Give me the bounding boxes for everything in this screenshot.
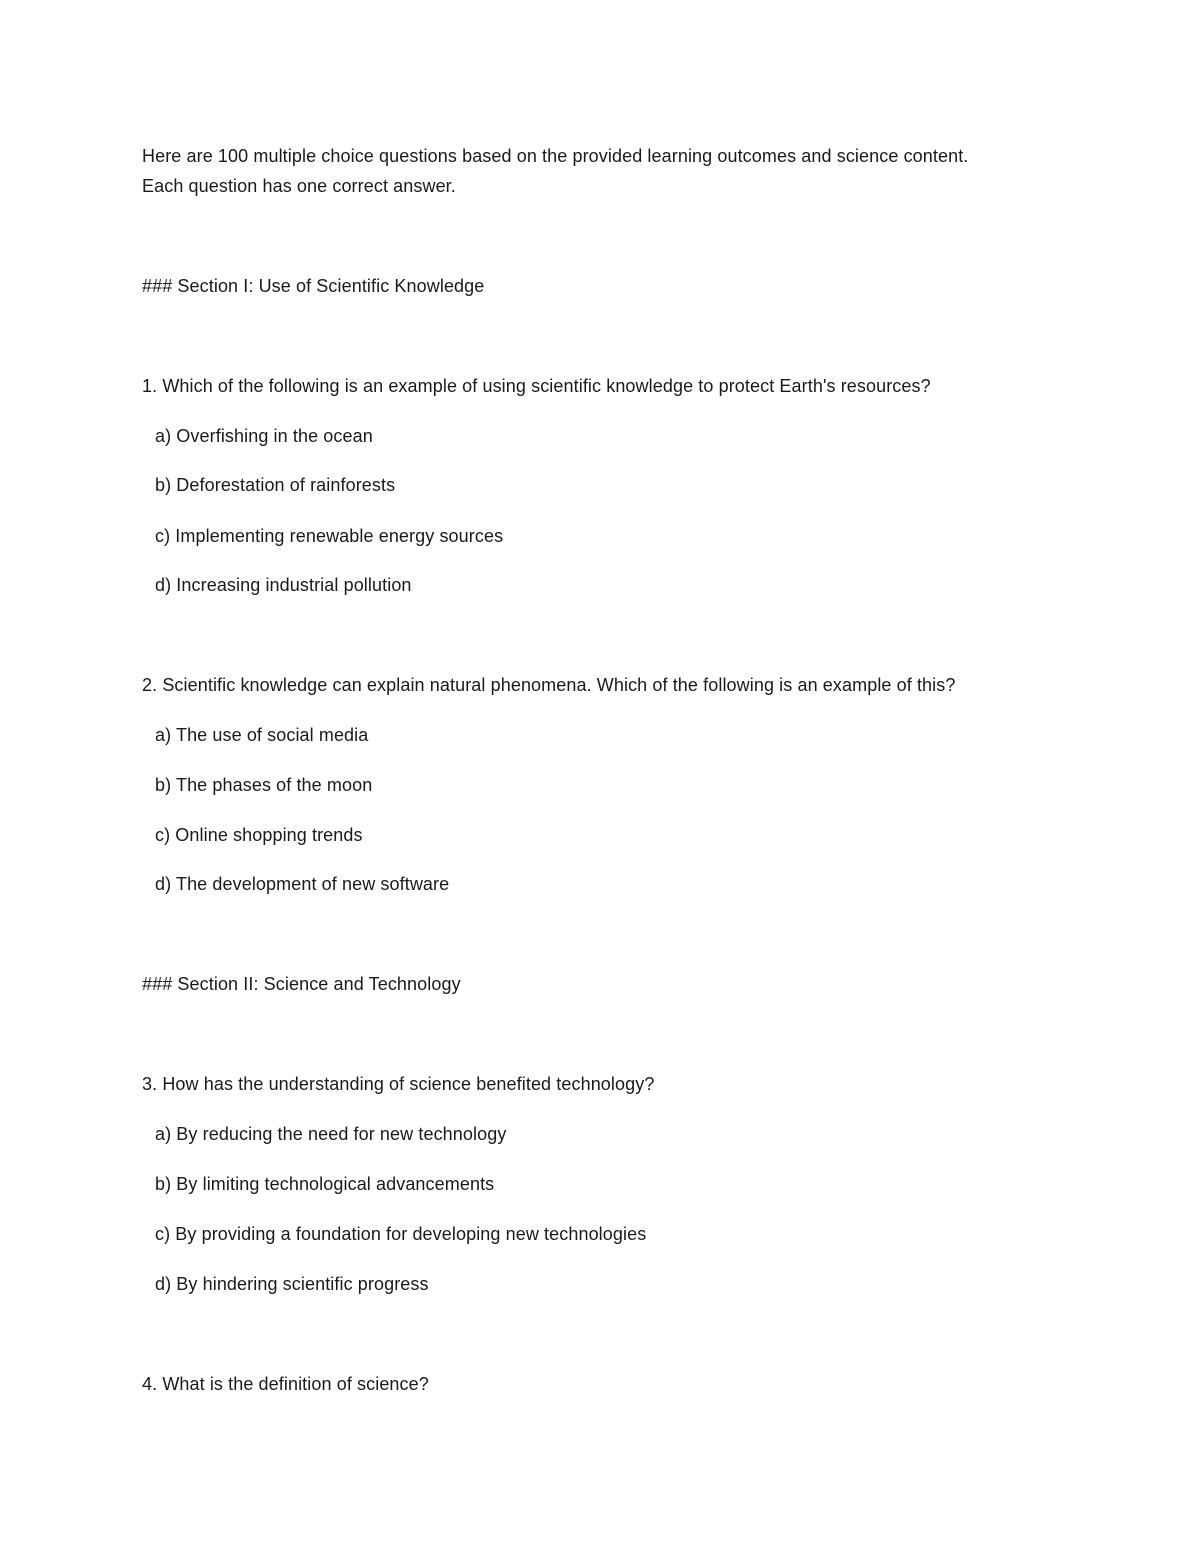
question-1-option-c: c) Implementing renewable energy sources (155, 526, 504, 546)
question-2-option-c: c) Online shopping trends (155, 825, 363, 845)
intro-line-2: Each question has one correct answer. (142, 176, 456, 196)
question-3-option-a: a) By reducing the need for new technology (155, 1124, 507, 1144)
question-3: 3. How has the understanding of science benefited technology? (142, 1074, 655, 1094)
section-heading-2: ### Section II: Science and Technology (142, 974, 461, 994)
question-1-option-d: d) Increasing industrial pollution (155, 575, 412, 595)
question-2: 2. Scientific knowledge can explain natural phenomena. Which of the following is an example of this? (142, 675, 956, 695)
question-2-option-d: d) The development of new software (155, 874, 450, 894)
question-1: 1. Which of the following is an example of using scientific knowledge to protect Earth's resources? (142, 376, 931, 396)
question-3-option-b: b) By limiting technological advancements (155, 1174, 495, 1194)
question-2-option-a: a) The use of social media (155, 725, 369, 745)
section-heading-1: ### Section I: Use of Scientific Knowledge (142, 276, 485, 296)
question-2-option-b: b) The phases of the moon (155, 775, 373, 795)
question-1-option-b: b) Deforestation of rainforests (155, 475, 396, 495)
question-3-option-d: d) By hindering scientific progress (155, 1274, 429, 1294)
question-1-option-a: a) Overfishing in the ocean (155, 426, 373, 446)
question-3-option-c: c) By providing a foundation for developing new technologies (155, 1224, 647, 1244)
intro-line-1: Here are 100 multiple choice questions based on the provided learning outcomes and science content. (142, 146, 969, 166)
question-4: 4. What is the definition of science? (142, 1374, 429, 1394)
